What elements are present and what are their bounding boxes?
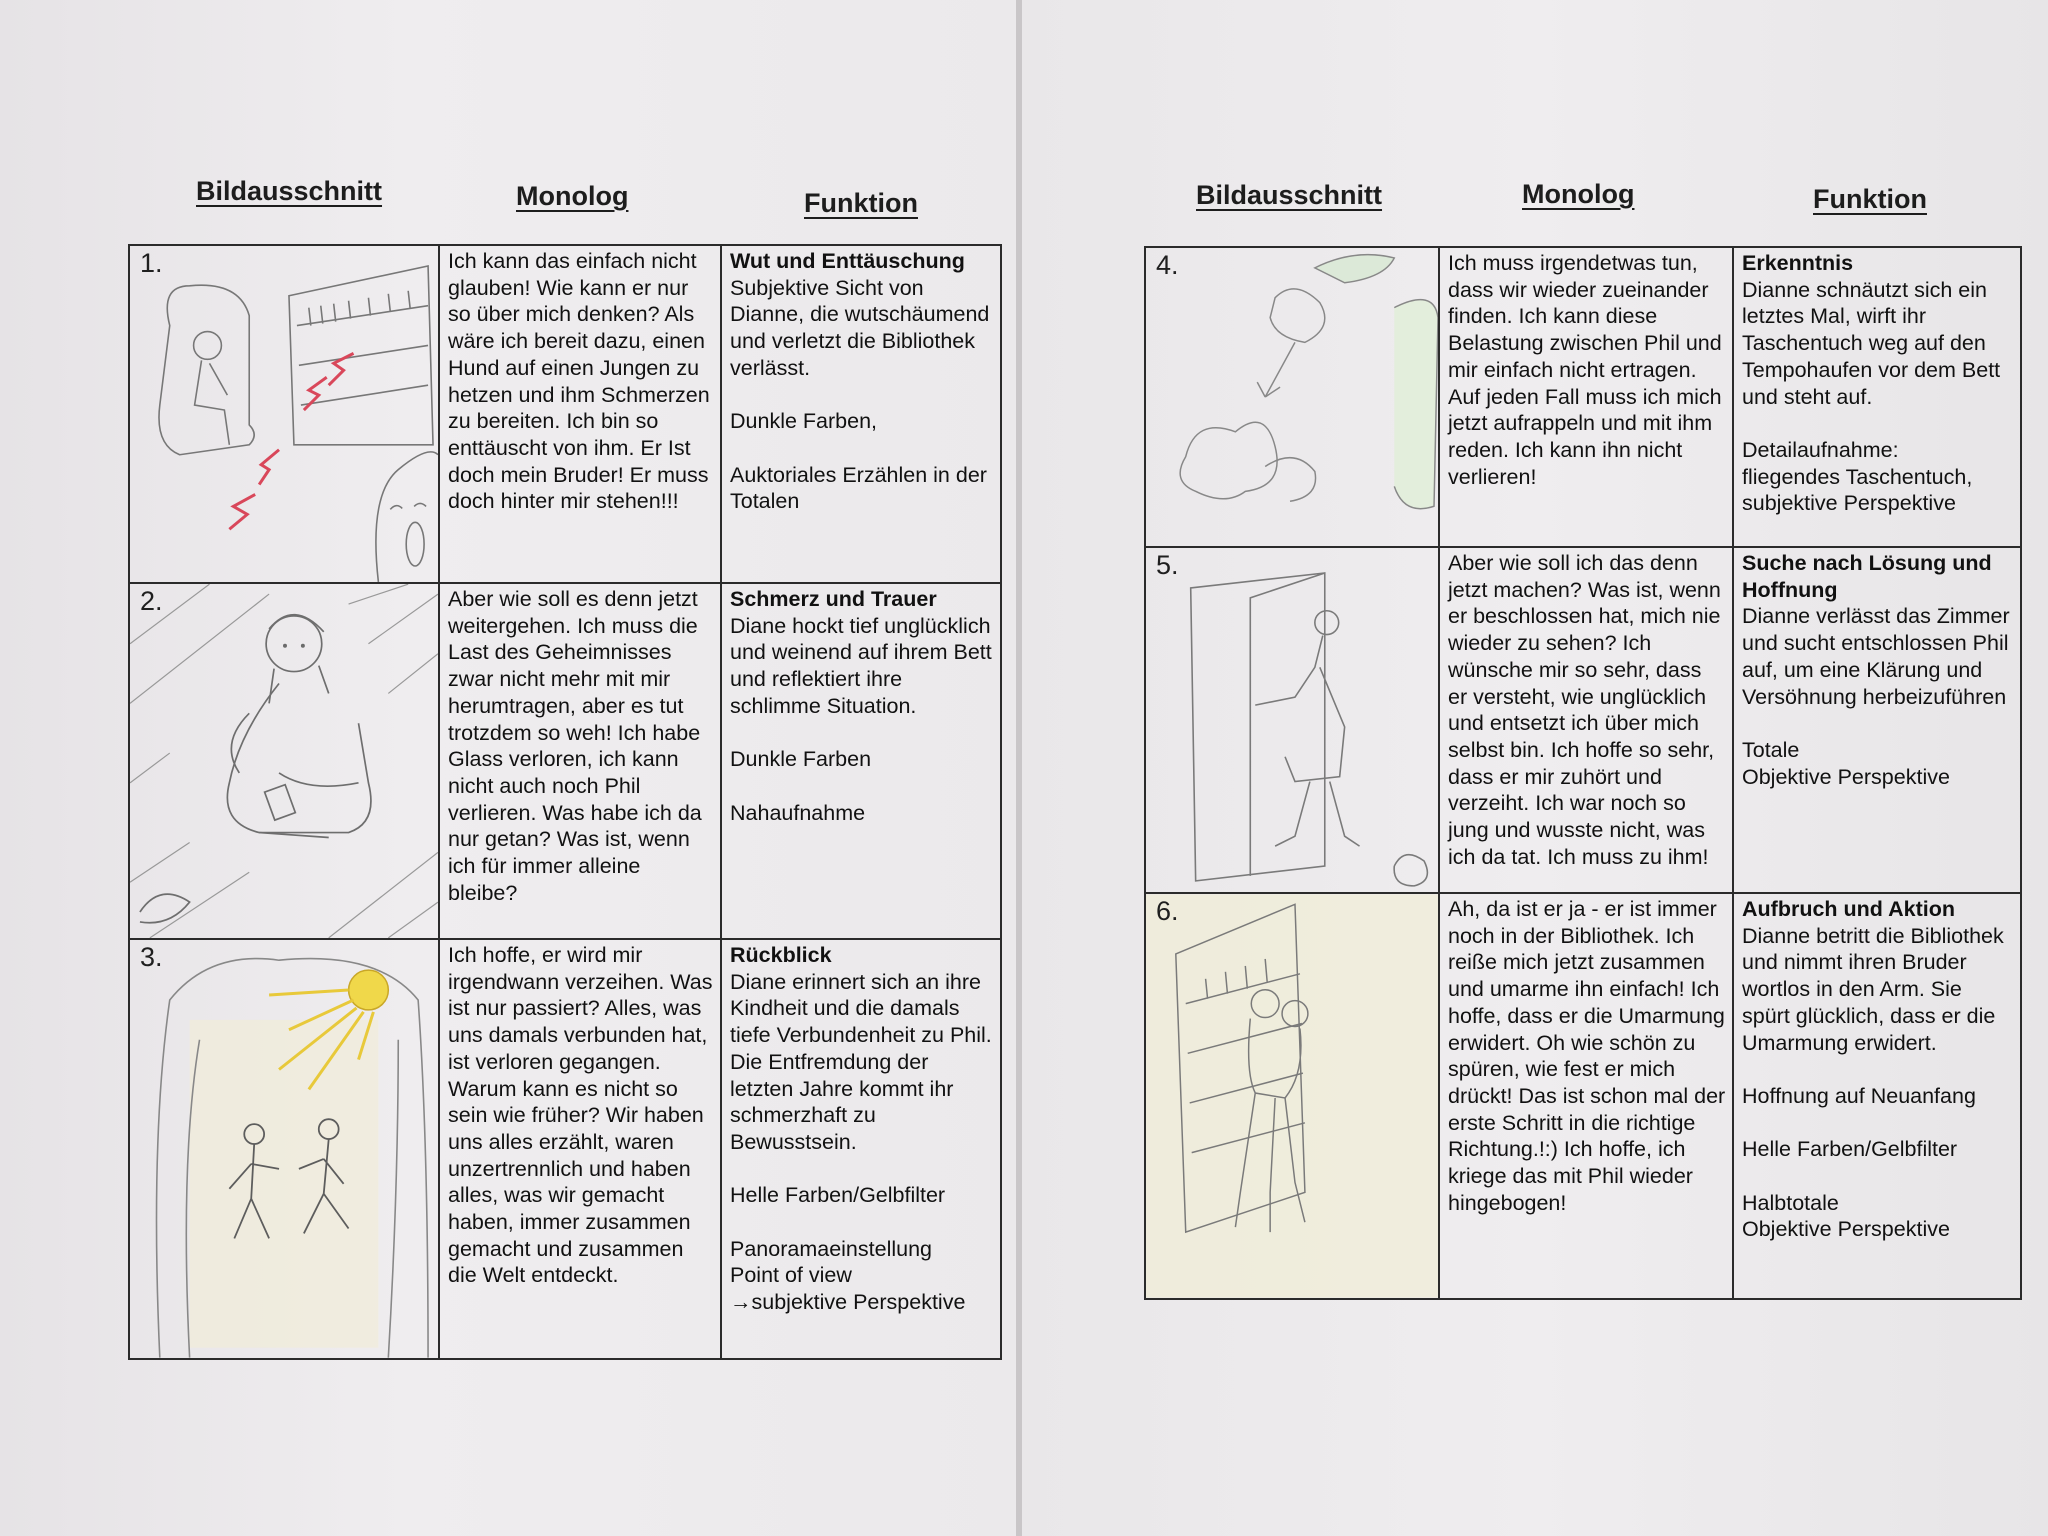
scene-number: 3.	[140, 942, 163, 972]
function-text: Detailaufnahme: fliegendes Taschentuch, subjektive Perspektive	[1742, 437, 1973, 516]
function-cell	[721, 583, 1001, 939]
function-text: Dianne verlässt das Zimmer und sucht entschlossen Phil auf, um eine Klärung und Versöhnung herbeizuführen	[1742, 604, 2010, 709]
function-title: Suche nach Lösung und Hoffnung	[1742, 551, 1992, 602]
monolog-text: Ich kann das einfach nicht glauben! Wie kann er nur so über mich denken? Als wäre ich bereit dazu, einen Hund auf einen Jungen zu hetzen und ihm Schmerzen zu bereiten. Ich bin so enttäuscht von ihm. Er Ist doch mein Bruder! Er muss doch hinter mir stehen!!!	[448, 249, 710, 514]
monolog-cell	[1439, 547, 1733, 893]
scene-number: 1.	[140, 248, 163, 278]
tissue-sketch	[1146, 248, 1438, 546]
table-row	[129, 939, 1001, 1359]
monolog-cell	[439, 583, 721, 939]
table-row	[1145, 247, 2021, 547]
scene-number: 6.	[1156, 896, 1179, 926]
library-sketch	[130, 246, 438, 582]
monolog-text: Ah, da ist er ja - er ist immer noch in der Bibliothek. Ich reiße mich jetzt zusammen und umarme ihn einfach! Ich hoffe, dass er die Umarmung erwidert. Oh wie schön zu spüren, wie fest er mich drückt! Das ist schon mal der erste Schritt in die richtige Richtung.!:) Ich hoffe, ich kriege das mit Phil wieder hingebogen!	[1448, 897, 1726, 1215]
storyboard-table-left	[128, 244, 1002, 1360]
function-text: Dianne betritt die Bibliothek und nimmt ihren Bruder wortlos in den Arm. Sie spürt glücklich, dass er die Umarmung erwidert.	[1742, 923, 2004, 1055]
scene-sketch-1	[129, 245, 439, 583]
childhood-sketch	[130, 940, 438, 1358]
header-monolog: Monolog	[516, 181, 629, 211]
table-row	[129, 245, 1001, 583]
function-text: Totale Objektive Perspektive	[1742, 737, 1950, 789]
door-sketch	[1146, 548, 1438, 892]
function-text: Nahaufnahme	[730, 800, 866, 825]
function-text: Halbtotale Objektive Perspektive	[1742, 1190, 1950, 1242]
scene-sketch-4	[1145, 247, 1439, 547]
function-title: Erkenntnis	[1742, 251, 1854, 275]
scene-sketch-5	[1145, 547, 1439, 893]
monolog-cell	[1439, 893, 1733, 1299]
function-text: Panoramaeinstellung Point of view →subjektive Perspektive	[730, 1236, 966, 1315]
function-cell	[1733, 547, 2021, 893]
scene-number: 2.	[140, 586, 163, 616]
function-text: Dunkle Farben,	[730, 409, 877, 434]
table-row	[1145, 547, 2021, 893]
function-cell	[1733, 247, 2021, 547]
header-monolog: Monolog	[1522, 179, 1635, 209]
function-title: Schmerz und Trauer	[730, 587, 937, 611]
hug-sketch	[1146, 894, 1438, 1298]
table-row	[1145, 893, 2021, 1299]
monolog-text: Aber wie soll ich das denn jetzt machen? Was ist, wenn er beschlossen hat, mich nie wieder zu sehen? Ich wünsche mir so sehr, dass er versteht, wie unglücklich und entsetzt ich über mich selbst bin. Ich hoffe so sehr, dass er mir zuhört und verzeiht. Ich war noch so jung und wusste nicht, was ich da tat. Ich muss zu ihm!	[1448, 551, 1721, 869]
scene-number: 4.	[1156, 250, 1179, 280]
function-text: Dunkle Farben	[730, 747, 872, 772]
function-text: Diane erinnert sich an ihre Kindheit und die damals tiefe Verbundenheit zu Phil. Die Entfremdung der letzten Jahre kommt ihr schmerzhaft zu Bewusstsein.	[730, 969, 992, 1154]
storyboard-table-right	[1144, 246, 2022, 1300]
scene-sketch-6	[1145, 893, 1439, 1299]
function-title: Aufbruch und Aktion	[1742, 897, 1955, 921]
function-cell	[721, 245, 1001, 583]
monolog-text: Ich muss irgendetwas tun, dass wir wieder zueinander finden. Ich kann diese Belastung zwischen Phil und mir einfach nicht ertragen. Auf jeden Fall muss ich mich jetzt aufrappeln und mit ihm reden. Ich kann ihn nicht verlieren!	[1448, 251, 1722, 489]
scene-sketch-2	[129, 583, 439, 939]
function-text: Diane hockt tief unglücklich und weinend auf ihrem Bett und reflektiert ihre schlimme Situation.	[730, 613, 992, 718]
function-title: Rückblick	[730, 943, 832, 967]
header-scene: Bildausschnitt	[196, 176, 383, 206]
monolog-text: Aber wie soll es denn jetzt weitergehen. Ich muss die Last des Geheimnisses zwar nicht mehr mit mir herumtragen, aber es tut trotzdem so weh! Ich habe Glass verloren, ich kann nicht auch noch Phil verlieren. Was habe ich da nur getan? Was ist, wenn ich für immer alleine bleibe?	[448, 587, 702, 905]
scene-sketch-3	[129, 939, 439, 1359]
monolog-cell	[439, 245, 721, 583]
function-text: Helle Farben/Gelbfilter	[1742, 1137, 1958, 1162]
table-row	[129, 583, 1001, 939]
header-function: Funktion	[1813, 184, 1927, 214]
header-scene: Bildausschnitt	[1196, 180, 1383, 210]
monolog-cell	[439, 939, 721, 1359]
function-cell	[1733, 893, 2021, 1299]
function-text: Hoffnung auf Neuanfang	[1742, 1083, 1976, 1108]
function-text: Dianne schnäutzt sich ein letztes Mal, wirft ihr Taschentuch weg auf den Tempohaufen vor dem Bett und steht auf.	[1742, 277, 2001, 409]
scene-number: 5.	[1156, 550, 1179, 580]
header-function: Funktion	[804, 188, 918, 218]
function-cell	[721, 939, 1001, 1359]
monolog-text: Ich hoffe, er wird mir irgendwann verzeihen. Was ist nur passiert? Alles, was uns damals verbunden hat, ist verloren gegangen. Warum kann es nicht so sein wie früher? Wir haben uns alles erzählt, waren unzertrennlich und haben alles, was wir gemacht haben, immer zusammen gemacht und zusammen die Welt entdeckt.	[448, 943, 713, 1288]
function-text: Auktoriales Erzählen in der Totalen	[730, 462, 987, 514]
crying-girl-sketch	[130, 584, 438, 938]
function-text: Helle Farben/Gelbfilter	[730, 1183, 946, 1208]
function-text: Subjektive Sicht von Dianne, die wutschäumend und verletzt die Bibliothek verlässt.	[730, 275, 990, 380]
monolog-cell	[1439, 247, 1733, 547]
function-title: Wut und Enttäuschung	[730, 249, 965, 273]
